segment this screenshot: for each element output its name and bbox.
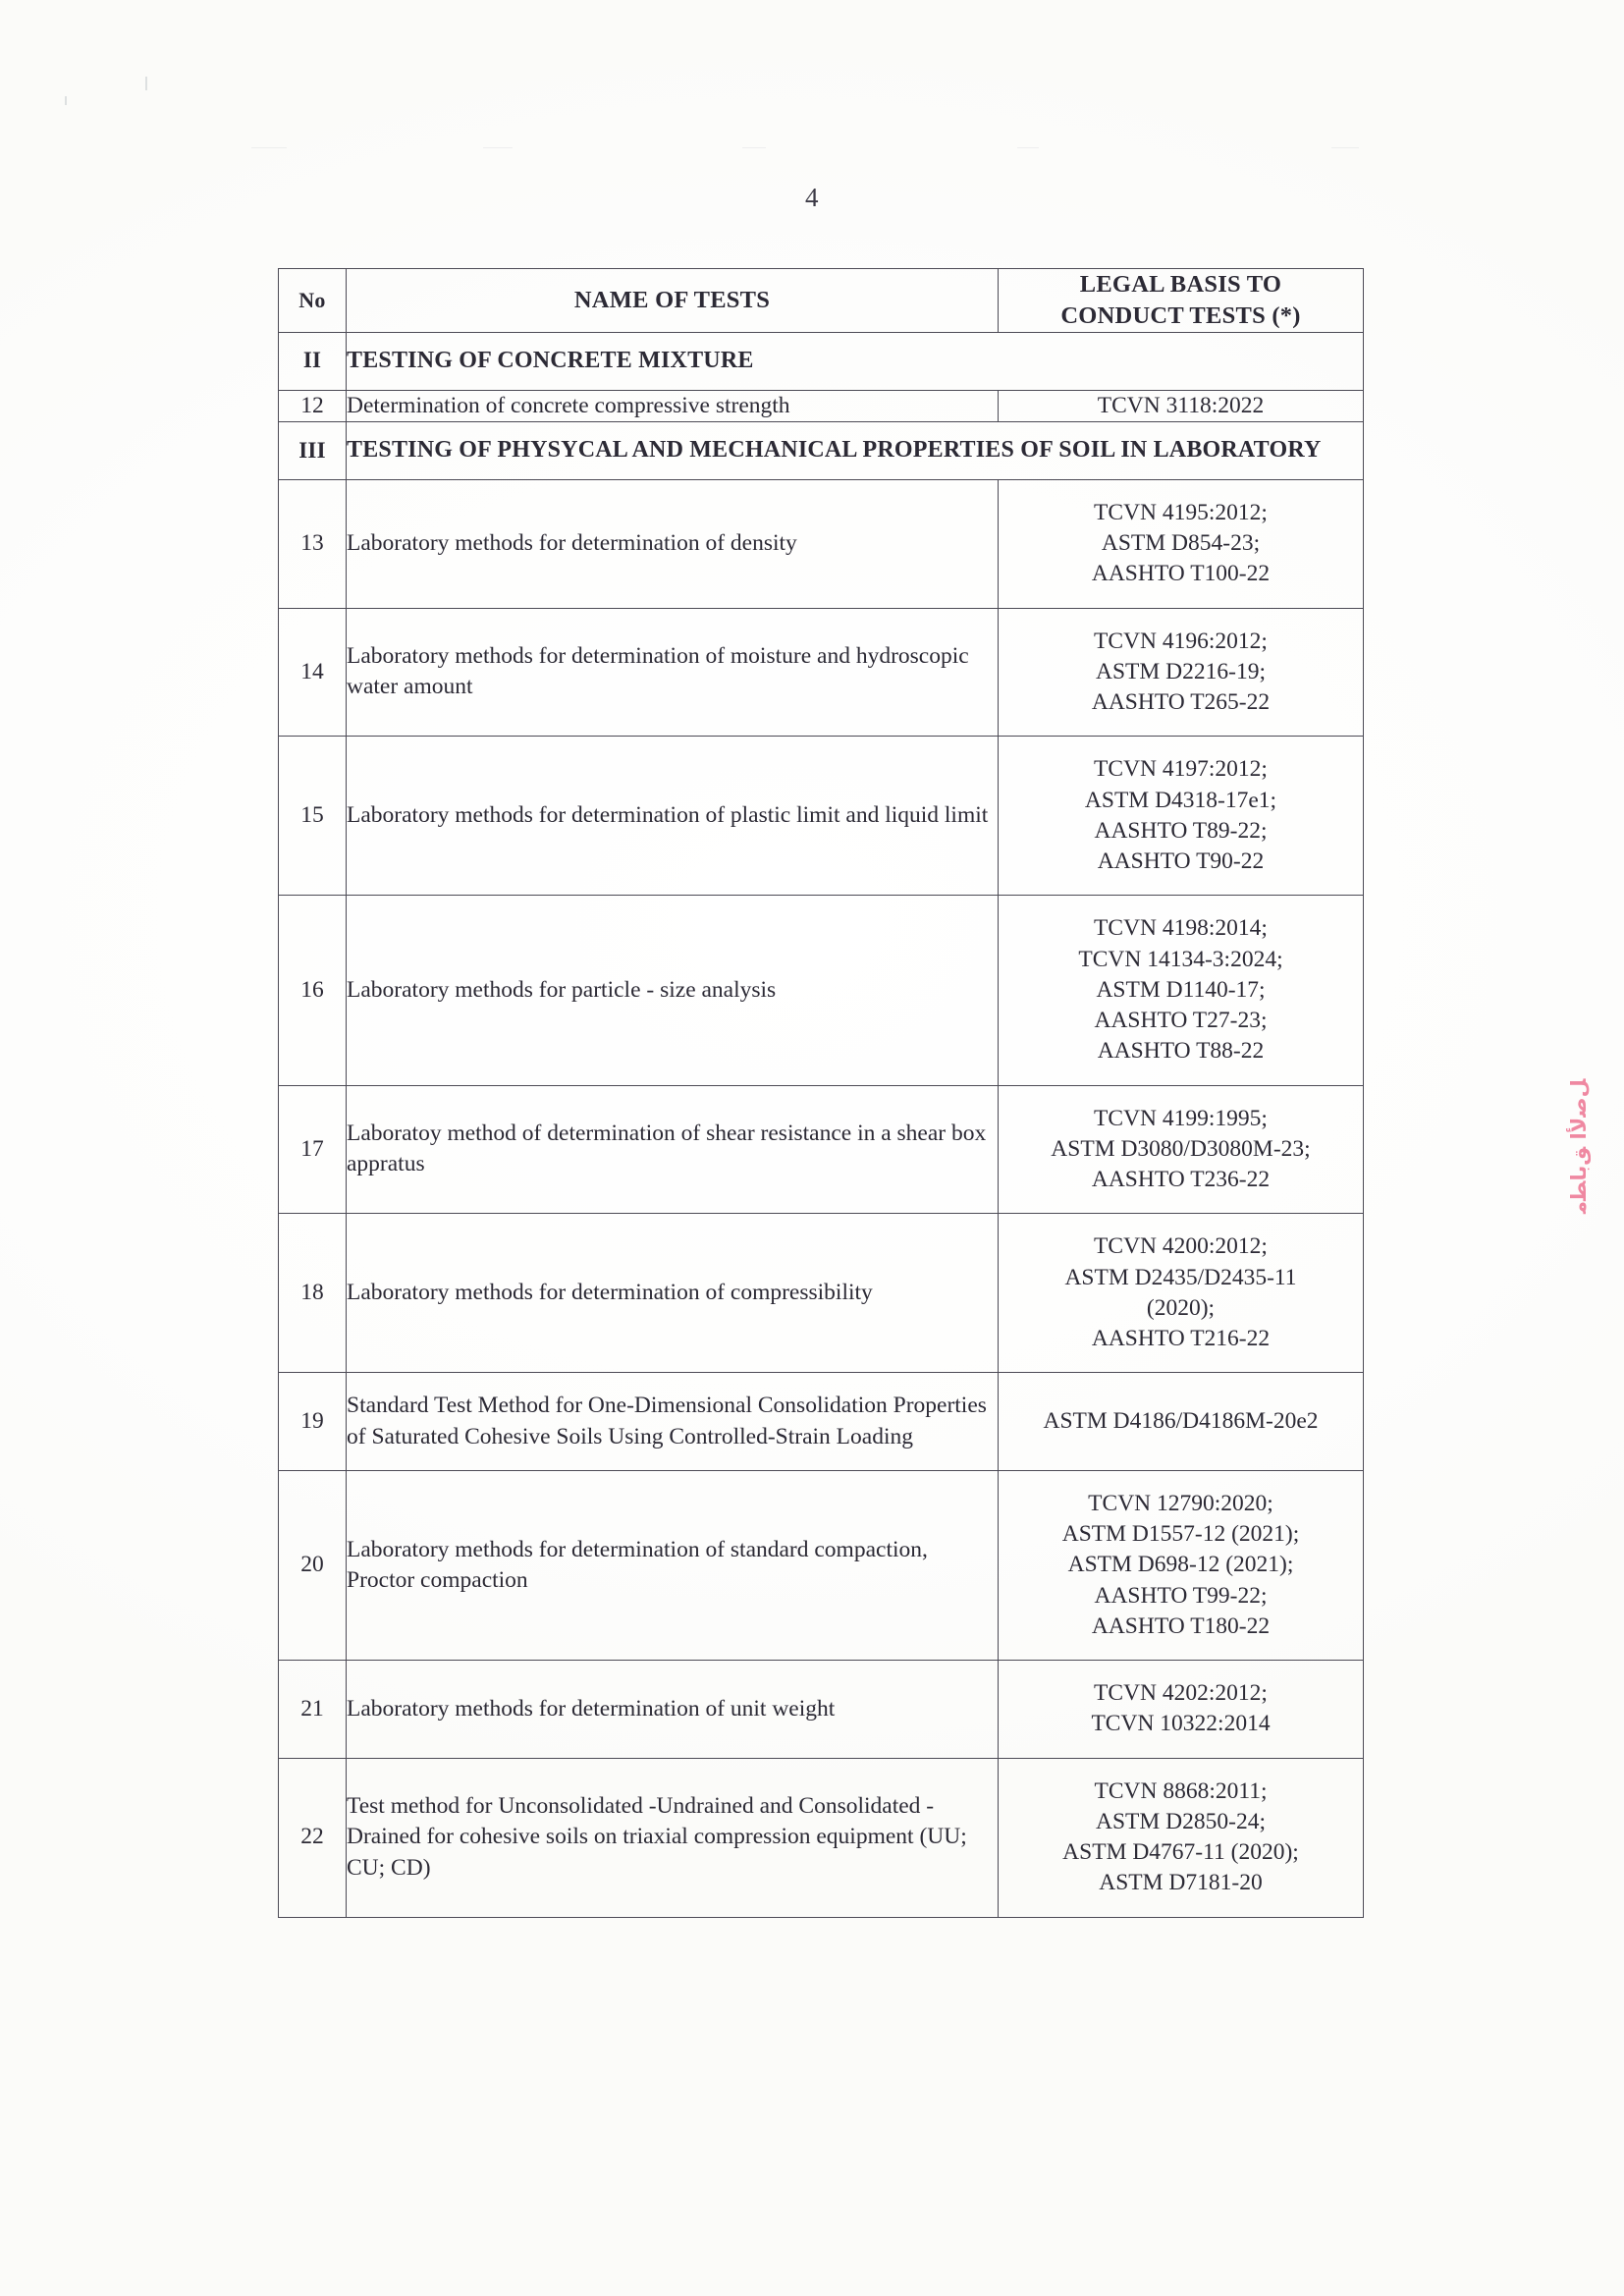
legal-basis-line: ASTM D7181-20 <box>1099 1870 1263 1896</box>
table-row <box>279 1214 1364 1373</box>
test-name: Laboratory methods for determination of moisture and hydroscopic water amount <box>347 608 999 737</box>
page-number: 4 <box>805 183 819 212</box>
test-name: Laboratory methods for particle - size analysis <box>347 896 999 1085</box>
legal-basis-line: TCVN 4202:2012; <box>1094 1680 1268 1706</box>
scan-artifact <box>1331 147 1359 148</box>
legal-basis-line: ASTM D4767-11 (2020); <box>1062 1839 1299 1865</box>
table-row <box>279 737 1364 896</box>
table-row <box>279 1758 1364 1917</box>
table-row <box>279 1661 1364 1759</box>
test-name: TESTING OF PHYSYCAL AND MECHANICAL PROPERTIES OF SOIL IN LABORATORY <box>347 421 1364 479</box>
legal-basis-lines <box>999 498 1363 590</box>
legal-basis <box>999 1661 1364 1759</box>
test-name: Laboratory methods for determination of compressibility <box>347 1214 999 1373</box>
legal-basis <box>999 1470 1364 1660</box>
test-name: Test method for Unconsolidated -Undrained and Consolidated -Drained for cohesive soils on triaxial compression equipment (UU; CU; CD) <box>347 1758 999 1917</box>
row-number: 21 <box>279 1661 347 1759</box>
legal-basis-lines <box>999 913 1363 1066</box>
legal-basis-line: AASHTO T236-22 <box>1091 1167 1271 1192</box>
row-number: 22 <box>279 1758 347 1917</box>
legal-basis-lines <box>999 754 1363 877</box>
scan-artifact <box>742 147 766 148</box>
legal-basis-line: TCVN 4198:2014; <box>1094 915 1268 942</box>
legal-basis-line: AASHTO T100-22 <box>1091 561 1271 587</box>
table-section-row <box>279 332 1364 390</box>
legal-basis-line: AASHTO T89-22; <box>1094 817 1268 844</box>
test-name: Laboratory methods for determination of standard compaction, Proctor compaction <box>347 1470 999 1660</box>
legal-basis <box>999 1214 1364 1373</box>
legal-basis-line: ASTM D2216-19; <box>1096 658 1266 684</box>
legal-basis-line: TCVN 12790:2020; <box>1088 1490 1273 1516</box>
legal-basis <box>999 896 1364 1085</box>
column-header-legal-basis <box>999 269 1364 333</box>
table-head <box>279 269 1364 333</box>
legal-basis-line: AASHTO T265-22 <box>1091 689 1271 715</box>
legal-basis-line: TCVN 10322:2014 <box>1091 1711 1271 1737</box>
test-name: TESTING OF CONCRETE MIXTURE <box>347 332 1364 390</box>
legal-basis-line: TCVN 4195:2012; <box>1094 499 1268 525</box>
legal-basis-lines <box>999 1231 1363 1354</box>
row-number: 12 <box>279 390 347 421</box>
scan-artifact <box>1017 147 1039 148</box>
legal-basis-line: AASHTO T99-22; <box>1094 1582 1268 1609</box>
row-number: 15 <box>279 737 347 896</box>
legal-basis-line: TCVN 4197:2012; <box>1094 756 1268 783</box>
legal-basis-lines <box>999 1777 1363 1899</box>
legal-basis-line: TCVN 8868:2011; <box>1094 1777 1268 1804</box>
legal-basis <box>999 479 1364 608</box>
legal-basis-lines <box>999 391 1363 421</box>
row-number: 16 <box>279 896 347 1085</box>
table-header-row <box>279 269 1364 333</box>
legal-basis-lines <box>999 1406 1363 1437</box>
legal-basis-line: ASTM D2850-24; <box>1096 1808 1266 1834</box>
legal-basis-line: TCVN 14134-3:2024; <box>1078 946 1283 972</box>
scan-artifact <box>483 147 513 148</box>
legal-basis-line-1: LEGAL BASIS TO <box>1079 271 1282 298</box>
legal-basis-line: ASTM D698-12 (2021); <box>1067 1552 1294 1578</box>
table-section-row <box>279 421 1364 479</box>
table-row <box>279 1470 1364 1660</box>
legal-basis-line: AASHTO T27-23; <box>1094 1008 1268 1033</box>
test-name: Laboratory methods for determination of unit weight <box>347 1661 999 1759</box>
legal-basis-line: (2020); <box>1146 1294 1216 1321</box>
legal-basis <box>999 1373 1364 1471</box>
table-row <box>279 390 1364 421</box>
legal-basis-lines <box>999 1489 1363 1642</box>
row-number: 13 <box>279 479 347 608</box>
test-name: Laboratory methods for determination of density <box>347 479 999 608</box>
legal-basis <box>999 390 1364 421</box>
table-row <box>279 1373 1364 1471</box>
table-body <box>279 332 1364 1917</box>
table-row <box>279 479 1364 608</box>
scan-artifact <box>145 77 147 90</box>
legal-basis-line: TCVN 4199:1995; <box>1094 1105 1268 1131</box>
legal-basis <box>999 1758 1364 1917</box>
legal-basis-line: AASHTO T180-22 <box>1091 1613 1271 1639</box>
scan-artifact <box>251 147 287 148</box>
table-row <box>279 1085 1364 1214</box>
legal-basis-line: TCVN 4196:2012; <box>1094 628 1268 654</box>
legal-basis-line: ASTM D2435/D2435-11 <box>1064 1264 1297 1290</box>
legal-basis-line: ASTM D1557-12 (2021); <box>1061 1521 1300 1547</box>
legal-basis <box>999 1085 1364 1214</box>
column-header-name-of-tests: NAME OF TESTS <box>347 269 999 333</box>
row-number: II <box>279 332 347 390</box>
row-number: 20 <box>279 1470 347 1660</box>
table-row <box>279 896 1364 1085</box>
row-number: 19 <box>279 1373 347 1471</box>
legal-basis-lines <box>999 1104 1363 1196</box>
row-number: 18 <box>279 1214 347 1373</box>
test-name: Standard Test Method for One-Dimensional Consolidation Properties of Saturated Cohesive Soils Using Controlled-Strain Loading <box>347 1373 999 1471</box>
column-header-no: No <box>279 269 347 333</box>
legal-basis-line: AASHTO T216-22 <box>1091 1326 1271 1351</box>
legal-basis-line: ASTM D4318-17e1; <box>1084 787 1277 813</box>
test-name: Laboratoy method of determination of shear resistance in a shear box appratus <box>347 1085 999 1214</box>
margin-annotation-stamp: ﻞﺻﻷا ﻖﺑﺎﻄﻣ <box>1567 1078 1591 1214</box>
legal-basis-line: TCVN 3118:2022 <box>1097 392 1265 418</box>
legal-basis-line: ASTM D4186/D4186M-20e2 <box>1043 1407 1319 1434</box>
test-name: Determination of concrete compressive strength <box>347 390 999 421</box>
legal-basis-line: ASTM D1140-17; <box>1096 976 1266 1003</box>
legal-basis-line: AASHTO T90-22 <box>1097 848 1265 874</box>
row-number: III <box>279 421 347 479</box>
legal-basis-line: AASHTO T88-22 <box>1097 1038 1265 1065</box>
legal-basis-line: ASTM D3080/D3080M-23; <box>1051 1135 1311 1162</box>
row-number: 17 <box>279 1085 347 1214</box>
tests-table <box>278 268 1364 1918</box>
test-name: Laboratory methods for determination of plastic limit and liquid limit <box>347 737 999 896</box>
legal-basis-line-2: CONDUCT TESTS (*) <box>1060 301 1301 329</box>
scan-artifact <box>65 96 67 105</box>
legal-basis-lines <box>999 1678 1363 1740</box>
legal-basis <box>999 608 1364 737</box>
legal-basis-line: TCVN 4200:2012; <box>1094 1233 1268 1260</box>
table-row <box>279 608 1364 737</box>
legal-basis-lines <box>999 627 1363 719</box>
row-number: 14 <box>279 608 347 737</box>
legal-basis-line: ASTM D854-23; <box>1101 530 1261 556</box>
legal-basis <box>999 737 1364 896</box>
